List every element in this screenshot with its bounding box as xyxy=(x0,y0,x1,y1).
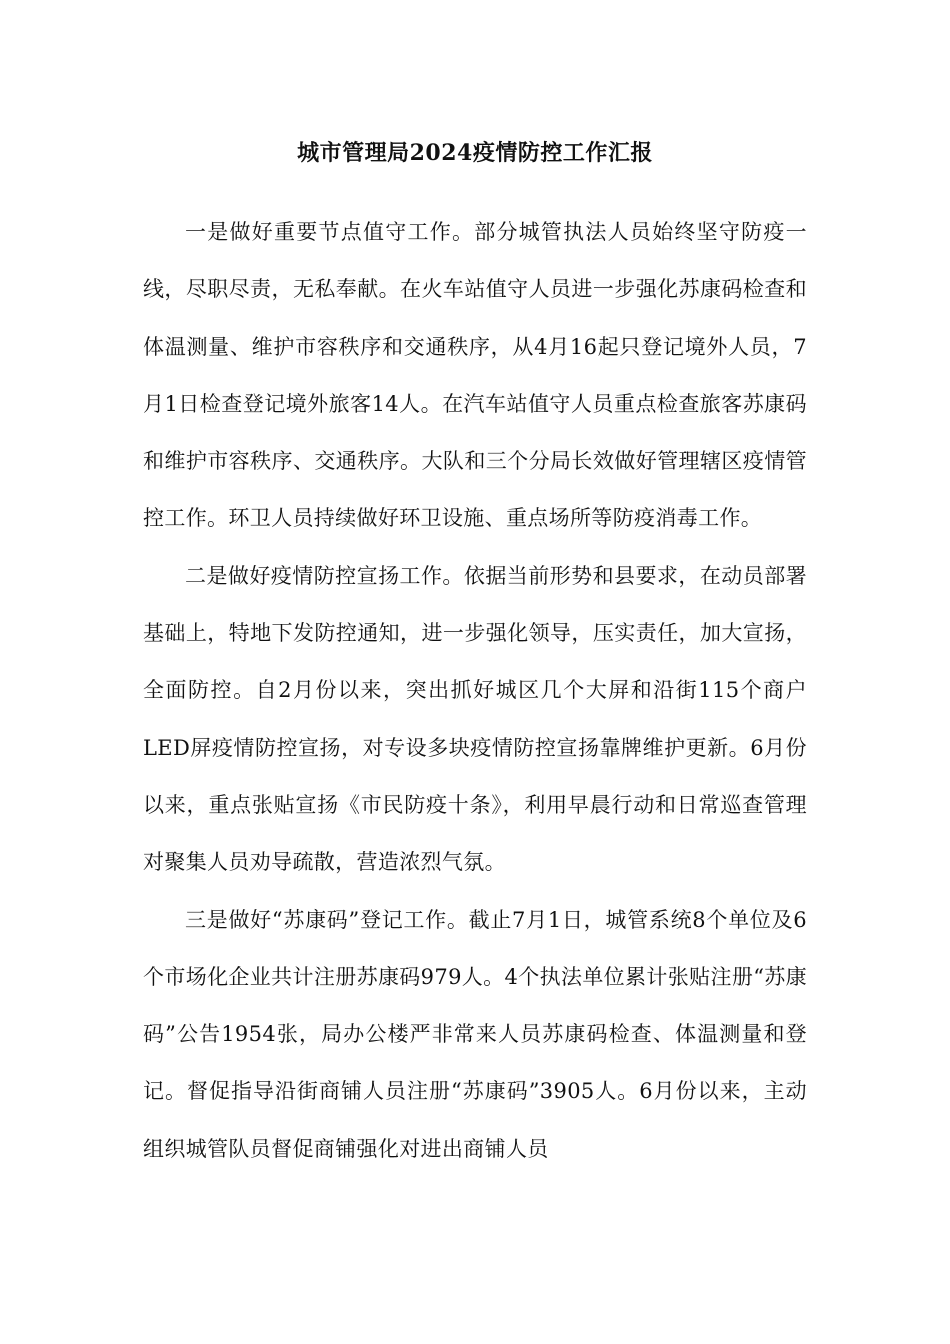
paragraph-2: 二是做好疫情防控宣扬工作。依据当前形势和县要求，在动员部署基础上，特地下发防控通知，进一步强化领导，压实责任，加大宣扬，全面防控。自2月份以来，突出抓好城区几个大屏和沿街115个商户LED屏疫情防控宣扬，对专设多块疫情防控宣扬靠牌维护更新。6月份以来，重点张贴宣扬《市民防疫十条》，利用早晨行动和日常巡查管理对聚集人员劝导疏散，营造浓烈气氛。 xyxy=(143,563,807,875)
document-body xyxy=(143,204,807,1178)
document-title: 城市管理局2024疫情防控工作汇报 xyxy=(297,140,653,166)
paragraph-3: 三是做好“苏康码”登记工作。截止7月1日，城管系统8个单位及6个市场化企业共计注册苏康码979人。4个执法单位累计张贴注册“苏康码”公告1954张，局办公楼严非常来人员苏康码检查、体温测量和登记。督促指导沿街商铺人员注册“苏康码”3905人。6月份以来，主动组织城管队员督促商铺强化对进出商铺人员 xyxy=(143,907,807,1161)
paragraph-1: 一是做好重要节点值守工作。部分城管执法人员始终坚守防疫一线，尽职尽责，无私奉献。在火车站值守人员进一步强化苏康码检查和体温测量、维护市容秩序和交通秩序，从4月16起只登记境外人员，7月1日检查登记境外旅客14人。在汽车站值守人员重点检查旅客苏康码和维护市容秩序、交通秩序。大队和三个分局长效做好管理辖区疫情管控工作。环卫人员持续做好环卫设施、重点场所等防疫消毒工作。 xyxy=(143,220,807,531)
